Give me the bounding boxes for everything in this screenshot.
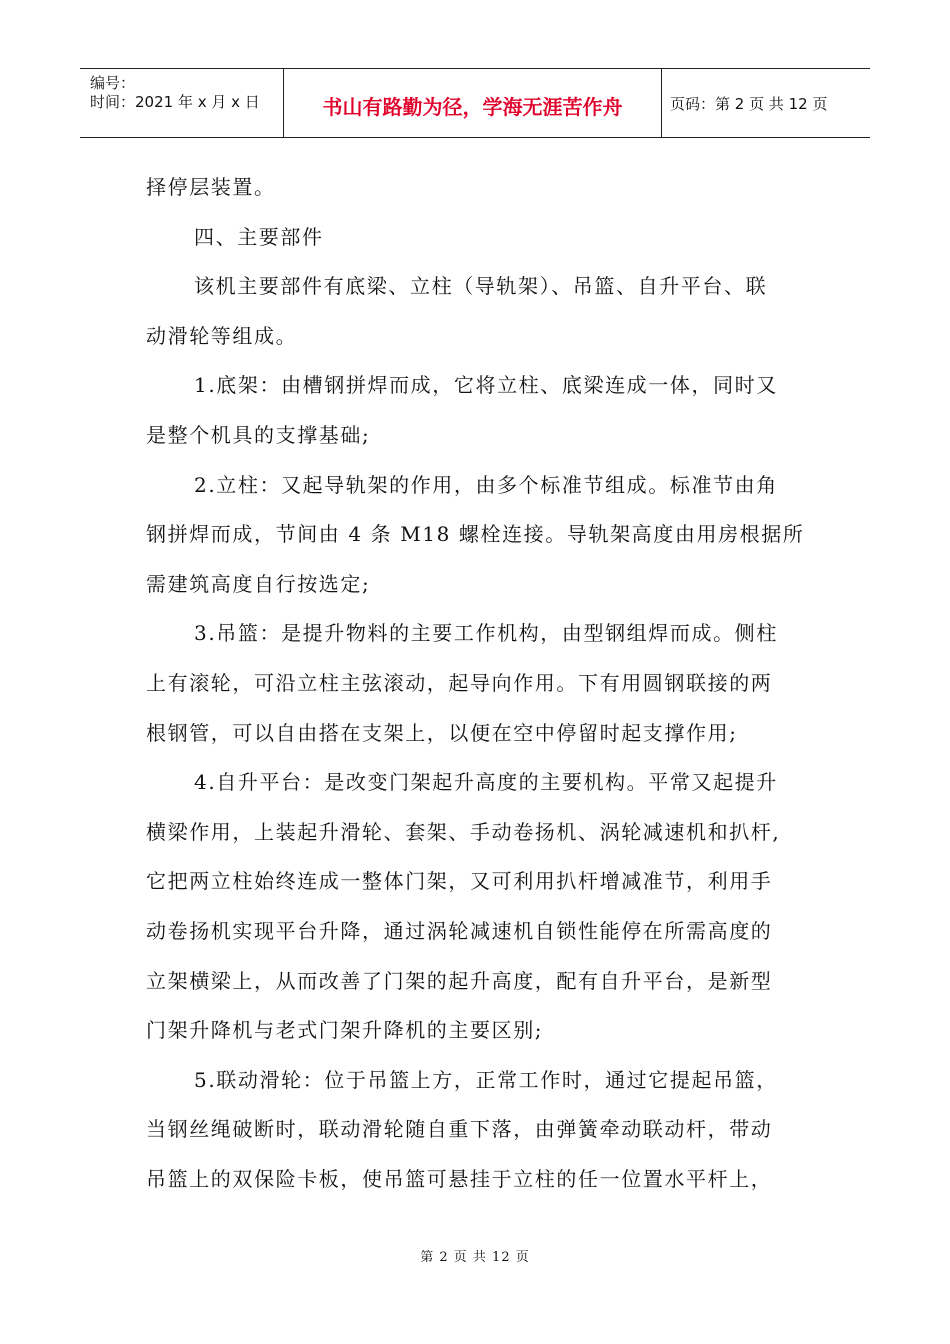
header-motto: 书山有路勤为径，学海无涯苦作舟 xyxy=(322,95,623,119)
header-middle-cell xyxy=(284,69,662,137)
page-footer: 第 2 页 共 12 页 xyxy=(420,1250,530,1265)
text-line: 动滑轮等组成。 xyxy=(146,323,298,348)
text-line: 择停层装置。 xyxy=(146,175,276,199)
text-line: 4.自升平台：是改变门架起升高度的主要机构。平常又起提升 xyxy=(194,770,778,795)
document-number-label: 编号： xyxy=(90,74,136,92)
text-line: 它把两立柱始终连成一整体门架，又可利用扒杆增减准节，利用手 xyxy=(146,869,773,894)
text-line: 需建筑高度自行按选定; xyxy=(146,571,371,596)
text-line: 立架横梁上，从而改善了门架的起升高度，配有自升平台，是新型 xyxy=(146,968,773,993)
document-time-label: 时间：2021 年 x 月 x 日 xyxy=(90,93,260,111)
text-line: 根钢管，可以自由搭在支架上，以便在空中停留时起支撑作用; xyxy=(146,720,738,745)
text-line: 2.立柱：又起导轨架的作用，由多个标准节组成。标准节由角 xyxy=(194,472,778,497)
text-line: 上有滚轮，可沿立柱主弦滚动，起导向作用。下有用圆钢联接的两 xyxy=(146,670,773,695)
text-line: 吊篮上的双保险卡板，使吊篮可悬挂于立柱的任一位置水平杆上， xyxy=(146,1166,773,1191)
text-line: 该机主要部件有底梁、立柱（导轨架）、吊篮、自升平台、联 xyxy=(194,274,768,299)
text-line: 当钢丝绳破断时，联动滑轮随自重下落，由弹簧牵动联动杆，带动 xyxy=(146,1117,773,1142)
text-line: 横梁作用，上装起升滑轮、套架、手动卷扬机、涡轮减速机和扒杆, xyxy=(146,819,781,844)
text-line: 门架升降机与老式门架升降机的主要区别; xyxy=(146,1018,544,1043)
section-heading: 四、主要部件 xyxy=(194,224,324,249)
text-line: 是整个机具的支撑基础; xyxy=(146,422,371,447)
page-header xyxy=(80,68,870,138)
text-line: 3.吊篮：是提升物料的主要工作机构，由型钢组焊而成。侧柱 xyxy=(194,621,778,646)
text-line: 1.底架：由槽钢拼焊而成，它将立柱、底梁连成一体，同时又 xyxy=(194,373,778,398)
header-left-cell xyxy=(80,69,284,137)
text-line: 钢拼焊而成，节间由 4 条 M18 螺栓连接。导轨架高度由用房根据所 xyxy=(146,522,805,547)
document-body xyxy=(146,163,826,1204)
header-page-info: 页码：第 2 页 共 12 页 xyxy=(670,95,828,113)
text-line: 5.联动滑轮：位于吊篮上方，正常工作时，通过它提起吊篮， xyxy=(194,1067,778,1092)
text-line: 动卷扬机实现平台升降，通过涡轮减速机自锁性能停在所需高度的 xyxy=(146,918,773,943)
